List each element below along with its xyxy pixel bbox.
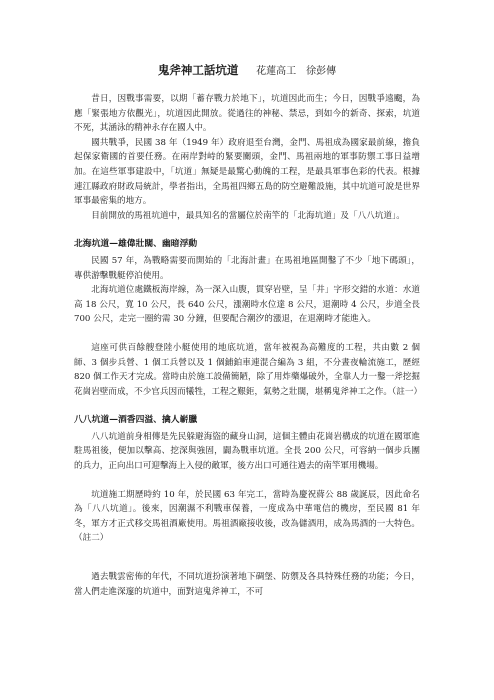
paragraph-gap — [74, 474, 420, 488]
section-paragraph: 北海坑道位處鐵板海岸線，為一深入山腹，貫穿岩壁，呈「井」字形交錯的水道：水道高 18 公尺，寬 10 公尺，長 640 公尺，漲潮時水位達 8 公尺，退潮時 4 公尺，步道全長 700 公尺，走完一圈約需 30 分鐘，但要配合潮汐的漲退，在退潮時才能進入。 — [74, 285, 420, 325]
intro-paragraph: 國共戰爭，民國 38 年（1949 年）政府退至台灣，金門、馬祖成為國家最前線，擔負起保家衛國的首要任務。在兩岸對峙的緊要關頭，金門、馬祖兩地的軍事防禦工事日益增加。在這些軍事建設中，「坑道」無疑是最驚心動魄的工程，是最具軍事色彩的代表。根據連江縣政府財政局統計，學者指出，全馬祖四鄉五島的防空避難設施，其中坑道可說是世界軍事最密集的地方。 — [74, 137, 420, 207]
section-paragraph: 八八坑道前身相傳是先民躲避海盜的藏身山洞，這個主體由花崗岩構成的坑道在國軍進駐馬祖後，便加以擊高、挖深與強固，闢為戰車坑道。全長 200 公尺，可容納一個步兵團的兵力，正向出口可迎擊海上入侵的敵軍，後方出口可通往過去的南竿軍用機場。 — [74, 431, 420, 472]
article — [74, 62, 423, 599]
paragraph-gap — [74, 546, 420, 570]
paragraph-gap — [74, 327, 420, 341]
intro-paragraph: 目前開放的馬祖坑道中，最具知名的當屬位於南竿的「北海坑道」及「八八坑道」。 — [91, 210, 405, 221]
article-author: 花蓮高工 徐彭傳 — [256, 66, 337, 77]
closing-paragraph: 過去戰雲密佈的年代，不同坑道扮演著地下碉堡、防禦及各具特殊任務的功能；今日，當人們走進深邃的坑道中，面對這鬼斧神工，不可 — [74, 572, 420, 597]
intro-paragraph: 昔日，因戰事需要，以期「蓄存戰力於地下」，坑道因此而生；今日，因戰爭遠颺，為應「緊張地方依觀光」，坑道因此開放。從過往的神秘、禁忌，到如今的新奇、探索，坑道不死，其涵泳的精神永存在國人中。 — [74, 94, 420, 134]
article-title: 鬼斧神工話坑道 — [157, 63, 239, 77]
section-paragraph: 坑道施工期歷時約 10 年，於民國 63 年完工，當時為慶祝蔣公 88 歲誕辰，因此命名為「八八坑道」。後來，因潮濕不利戰車保養，一度成為中華電信的機房，至民國 81 年冬，軍方才正式移交馬祖酒廠使用。馬祖酒廠接收後，改為儲酒用，成為馬酒的一大特色。（註二） — [74, 489, 420, 544]
section-paragraph: 民國 57 年，為戰略需要而開始的「北海計畫」在馬祖地區開鑿了不少「地下碼頭」，專供游擊戰艇停泊使用。 — [74, 255, 420, 281]
section-paragraph: 這座可供百餘艘登陸小艇使用的地底坑道，當年被視為高難度的工程，共由數 2 個師、3 個步兵營、1 個工兵營以及 1 個鋪鉑車連混合編為 3 組，不分晝夜輪流施工，歷經 820 個工作天才完成。當時由於施工設備簡陋，除了用炸藥爆破外，全靠人力一鑿一斧挖掘花崗岩壁而成，不少官兵因而犧牲，工程之艱鉅，氣勢之壯闊，堪稱鬼斧神工之作。（註一） — [74, 342, 423, 397]
section-heading: 八八坑道—酒香四溢、擒人嶄臘 — [74, 415, 198, 426]
section-heading: 北海坑道—雄偉壯闊、幽暗浮動 — [74, 239, 198, 250]
title-row — [74, 62, 420, 78]
